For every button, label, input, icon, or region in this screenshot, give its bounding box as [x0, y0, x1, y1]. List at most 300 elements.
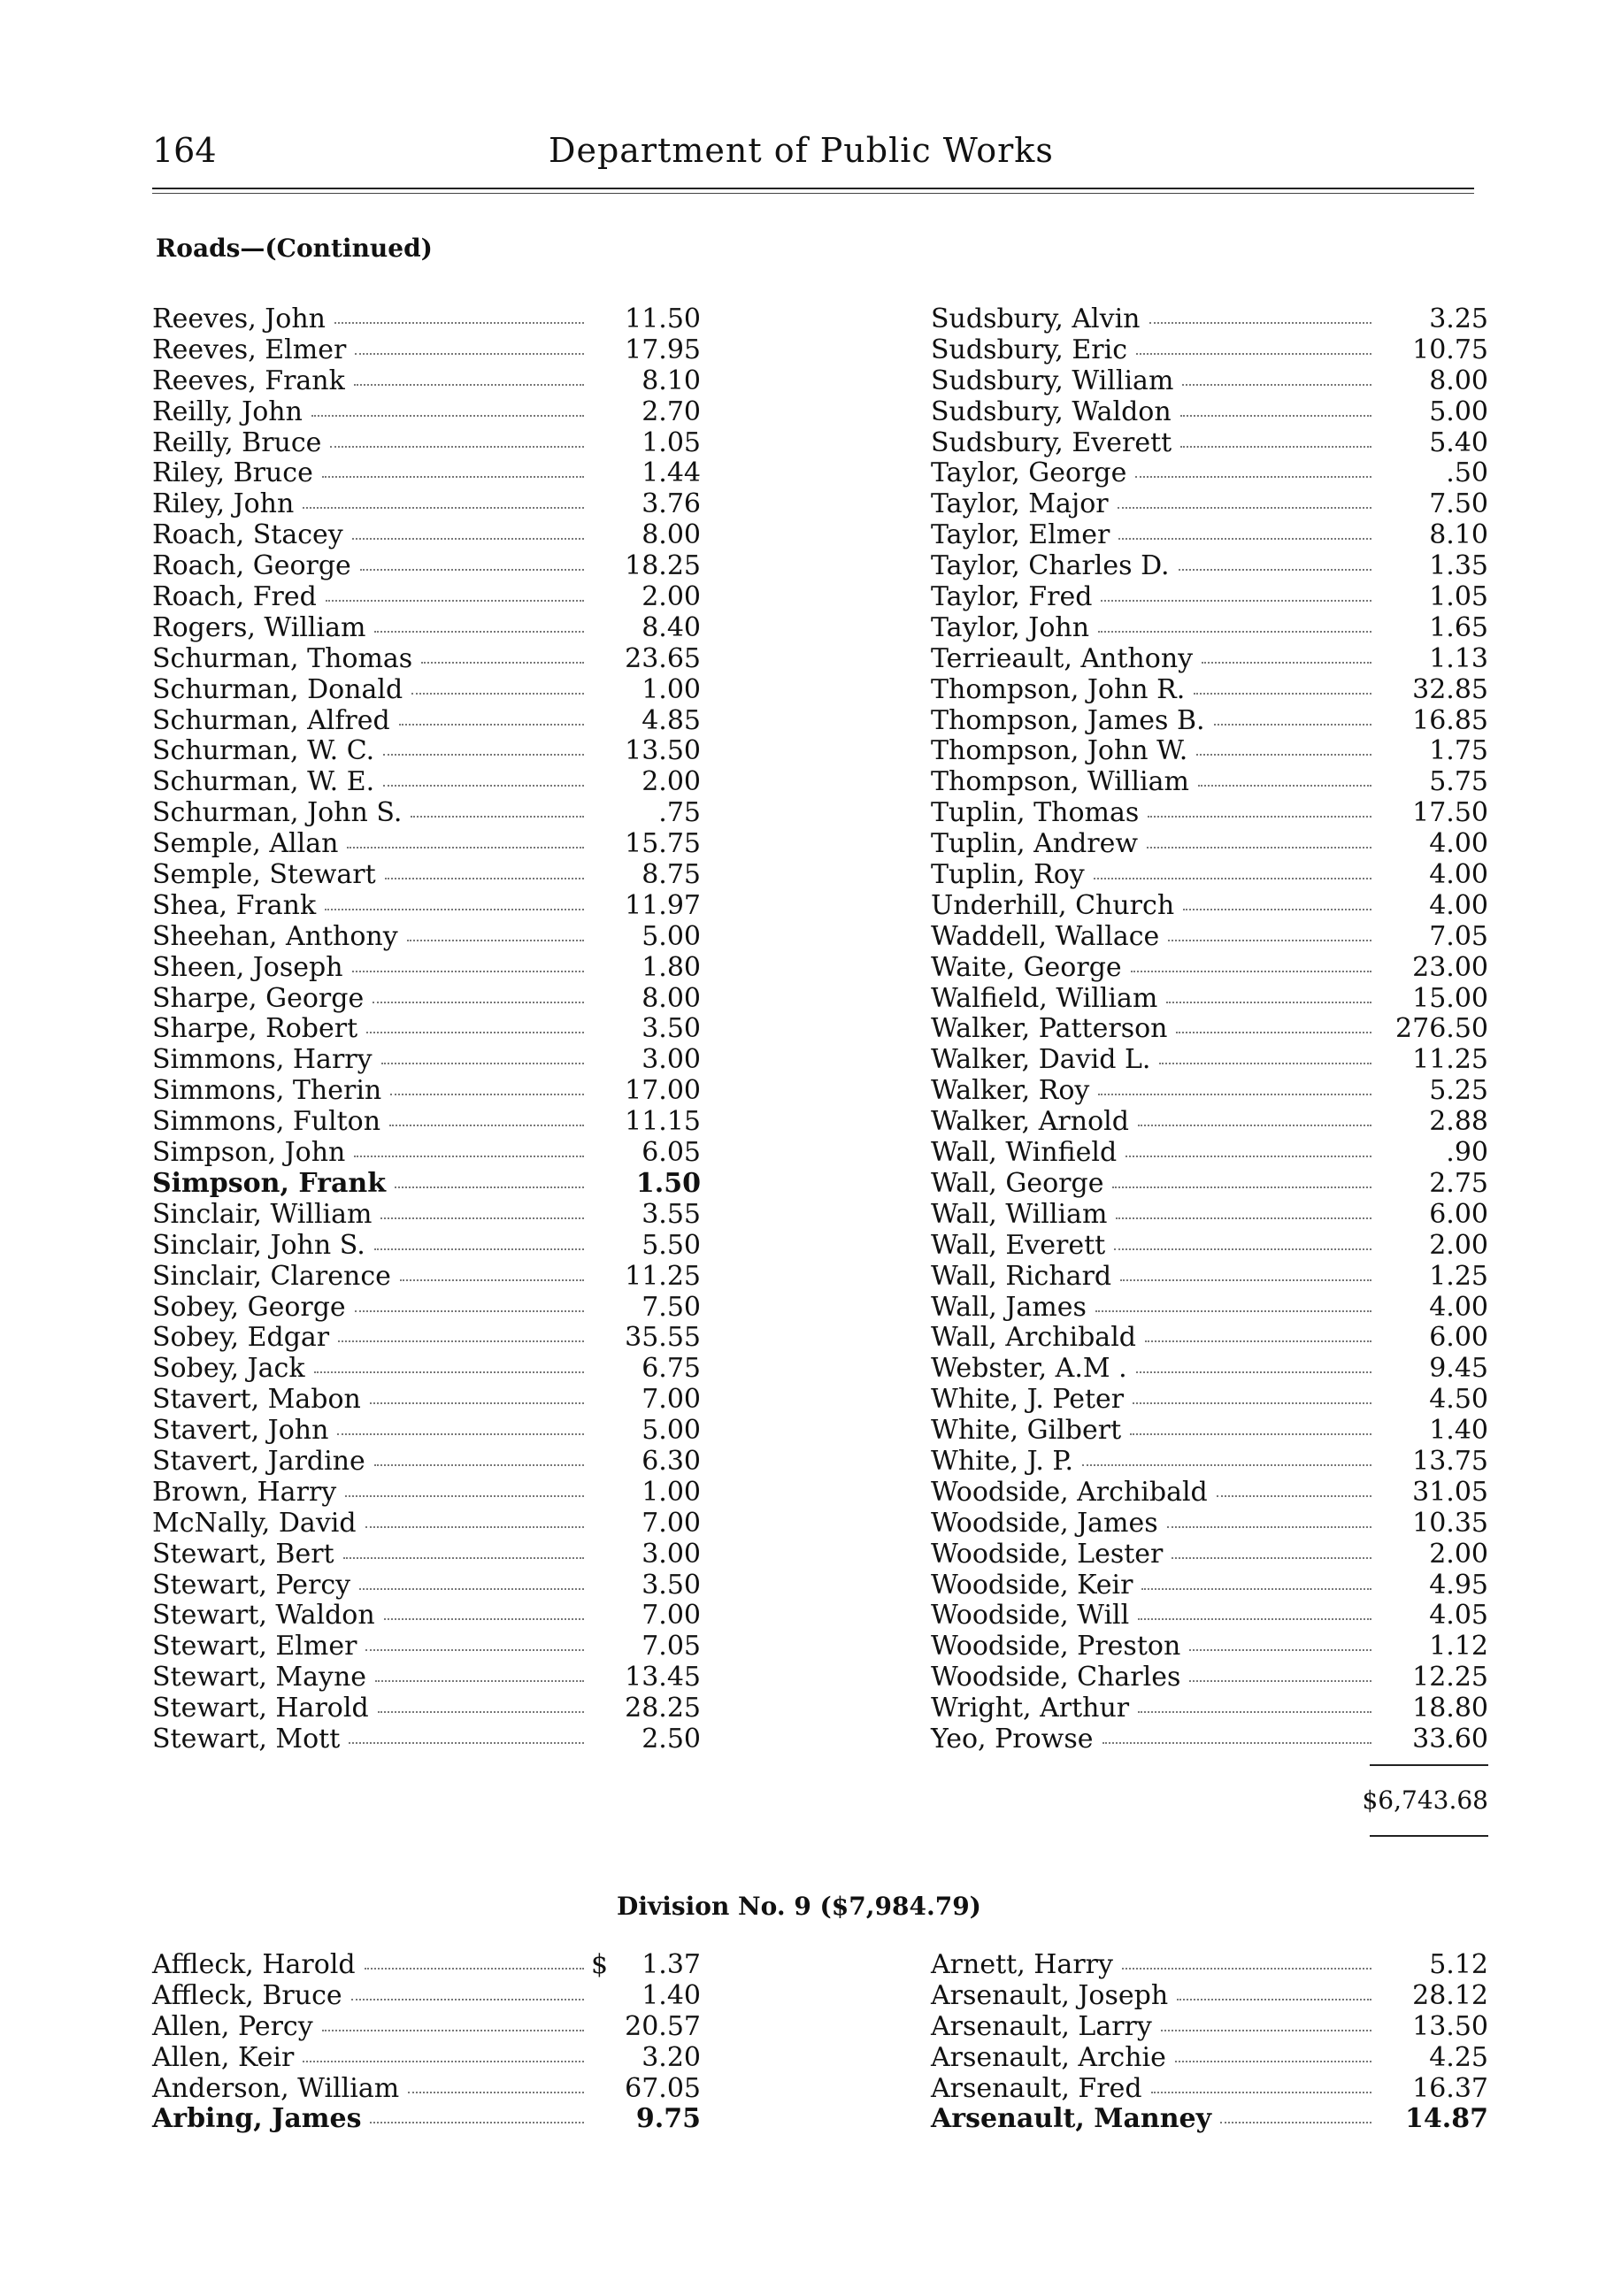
entry-amount: 31.05	[1412, 1476, 1488, 1508]
dot-leader	[370, 1402, 584, 1404]
currency-sign: $	[591, 1949, 609, 1980]
roads-right-column	[931, 304, 1488, 1755]
entry-amount: 1.80	[642, 951, 701, 983]
dot-leader	[1217, 1495, 1371, 1497]
entry-amount: 5.00	[1429, 395, 1488, 427]
entry-name: White, J. Peter	[931, 1384, 1125, 1416]
list-item	[931, 366, 1488, 397]
entry-name: Affleck, Bruce	[152, 1979, 342, 2011]
list-item	[931, 489, 1488, 520]
dot-leader	[352, 538, 584, 540]
entry-amount: 16.85	[1412, 704, 1488, 736]
dot-leader	[354, 1156, 584, 1157]
dot-leader	[374, 1248, 584, 1250]
dot-leader	[1131, 971, 1371, 972]
entry-amount: 8.75	[642, 859, 701, 891]
page-header	[152, 131, 1474, 180]
entry-name: Roach, Fred	[152, 581, 317, 613]
list-item	[931, 1169, 1488, 1200]
entry-amount: 8.10	[642, 365, 701, 396]
page-title: Department of Public Works	[549, 131, 1054, 170]
dot-leader	[352, 971, 584, 972]
entry-name: Reilly, John	[152, 395, 303, 427]
roads-left-column	[152, 304, 701, 1755]
dot-leader	[349, 1742, 584, 1744]
entry-amount: 1.05	[642, 426, 701, 458]
entry-name: Sudsbury, Alvin	[931, 303, 1141, 334]
entry-amount: 15.75	[625, 828, 701, 860]
list-item	[931, 1354, 1488, 1385]
entry-amount: 17.00	[625, 1075, 701, 1107]
list-item	[152, 2074, 701, 2105]
dot-leader	[384, 1618, 584, 1620]
entry-amount: 7.50	[642, 1291, 701, 1323]
dot-leader	[1138, 1711, 1371, 1713]
entry-amount: 4.05	[1429, 1600, 1488, 1632]
list-item	[152, 1981, 701, 2012]
list-item	[152, 2104, 701, 2135]
entry-name: Simmons, Fulton	[152, 1106, 381, 1138]
entry-name: Sobey, Jack	[152, 1353, 305, 1385]
entry-amount: 4.00	[1429, 828, 1488, 860]
entry-amount: 10.35	[1412, 1507, 1488, 1539]
division-title: Division No. 9 ($7,984.79)	[617, 1892, 981, 1921]
entry-amount: 3.00	[642, 1044, 701, 1076]
entry-name: Stewart, Mott	[152, 1723, 341, 1755]
dot-leader	[359, 1588, 584, 1590]
entry-name: Taylor, George	[931, 457, 1127, 489]
entry-name: Sinclair, William	[152, 1198, 373, 1230]
entry-amount: 20.57	[625, 2010, 701, 2042]
entry-name: Brown, Harry	[152, 1476, 337, 1508]
list-item	[152, 1416, 701, 1447]
entry-name: Woodside, Lester	[931, 1538, 1164, 1570]
dot-leader	[322, 2030, 584, 2031]
entry-amount: 1.35	[1429, 550, 1488, 582]
list-item	[931, 706, 1488, 737]
list-item	[931, 1447, 1488, 1478]
dot-leader	[365, 1649, 584, 1651]
entry-name: Schurman, Donald	[152, 673, 403, 705]
list-item	[931, 1107, 1488, 1138]
entry-name: Walker, Patterson	[931, 1013, 1168, 1045]
entry-name: Shea, Frank	[152, 889, 317, 921]
dot-leader	[1182, 384, 1371, 386]
dot-leader	[1148, 816, 1371, 818]
entry-amount: 3.25	[1429, 303, 1488, 334]
list-item	[152, 860, 701, 891]
entry-name: Taylor, Charles D.	[931, 550, 1170, 582]
entry-amount: 11.50	[625, 303, 701, 334]
dot-leader	[303, 507, 584, 509]
entry-amount: 6.00	[1429, 1198, 1488, 1230]
list-item	[931, 1045, 1488, 1076]
dot-leader	[1120, 1279, 1371, 1281]
list-item	[931, 1601, 1488, 1632]
list-item	[152, 1014, 701, 1045]
entry-amount: 11.25	[1412, 1044, 1488, 1076]
list-item	[152, 1662, 701, 1693]
list-item	[931, 1231, 1488, 1262]
list-item	[931, 1632, 1488, 1662]
entry-name: Reeves, Frank	[152, 365, 345, 396]
dot-leader	[1176, 1032, 1371, 1033]
entry-name: Waite, George	[931, 951, 1122, 983]
list-item	[152, 1262, 701, 1293]
entry-name: Stewart, Harold	[152, 1693, 369, 1724]
entry-name: Thompson, William	[931, 766, 1189, 798]
dot-leader	[366, 1032, 584, 1033]
list-item	[931, 736, 1488, 767]
entry-name: Simpson, Frank	[152, 1167, 386, 1199]
list-item	[152, 1540, 701, 1570]
list-item	[931, 1981, 1488, 2012]
entry-amount: 5.00	[642, 1415, 701, 1447]
list-item	[152, 335, 701, 366]
list-item	[931, 767, 1488, 798]
total-rule-bottom	[1370, 1835, 1488, 1837]
entry-amount: 13.75	[1412, 1445, 1488, 1477]
entry-amount: 18.80	[1412, 1693, 1488, 1724]
dot-leader	[1161, 2030, 1371, 2031]
dot-leader	[303, 2061, 584, 2062]
entry-amount: 4.25	[1429, 2041, 1488, 2073]
dot-leader	[337, 1433, 584, 1435]
dot-leader	[1095, 1310, 1371, 1312]
entry-amount: 2.00	[642, 581, 701, 613]
dot-leader	[399, 724, 584, 726]
entry-name: Arbing, James	[152, 2103, 362, 2135]
entry-amount: 32.85	[1412, 673, 1488, 705]
list-item	[931, 551, 1488, 582]
entry-amount: 3.50	[642, 1013, 701, 1045]
list-item	[931, 1416, 1488, 1447]
list-item	[931, 1138, 1488, 1169]
dot-leader	[326, 600, 584, 602]
entry-name: McNally, David	[152, 1507, 357, 1539]
dot-leader	[345, 1495, 584, 1497]
entry-amount: 1.00	[642, 673, 701, 705]
entry-name: Wall, Richard	[931, 1260, 1112, 1292]
dot-leader	[1118, 507, 1371, 509]
dot-leader	[1130, 1433, 1371, 1435]
dot-leader	[1198, 785, 1371, 787]
entry-name: White, Gilbert	[931, 1415, 1122, 1447]
entry-name: Thompson, John R.	[931, 673, 1186, 705]
dot-leader	[1189, 1680, 1371, 1682]
dot-leader	[325, 909, 584, 910]
list-item	[931, 2074, 1488, 2105]
entry-name: Webster, A.M .	[931, 1353, 1127, 1385]
entry-amount: 2.00	[1429, 1538, 1488, 1570]
entry-amount: 1.40	[1429, 1415, 1488, 1447]
entry-amount: 35.55	[625, 1322, 701, 1354]
dot-leader	[1202, 662, 1371, 664]
entry-amount: 14.87	[1405, 2103, 1488, 2135]
list-item	[931, 644, 1488, 675]
dot-leader	[374, 631, 584, 633]
entry-name: Schurman, John S.	[152, 797, 403, 829]
entry-amount: 7.05	[1429, 920, 1488, 952]
entry-amount: 2.00	[642, 766, 701, 798]
entry-name: Yeo, Prowse	[931, 1723, 1094, 1755]
list-item	[931, 1950, 1488, 1981]
entry-name: Riley, John	[152, 488, 295, 520]
entry-name: Sudsbury, Waldon	[931, 395, 1172, 427]
list-item	[931, 582, 1488, 613]
entry-amount: 3.76	[642, 488, 701, 520]
dot-leader	[1094, 878, 1371, 879]
dot-leader	[390, 1094, 584, 1095]
entry-name: Allen, Keir	[152, 2041, 295, 2073]
list-item	[152, 1447, 701, 1478]
entry-amount: 15.00	[1412, 982, 1488, 1014]
entry-name: Sinclair, Clarence	[152, 1260, 391, 1292]
page-number: 164	[152, 131, 217, 170]
entry-amount: 1.37	[642, 1949, 701, 1980]
dot-leader	[1183, 909, 1371, 910]
dot-leader	[1141, 1588, 1371, 1590]
entry-amount: 17.50	[1412, 797, 1488, 829]
entry-name: Rogers, William	[152, 611, 366, 643]
list-item	[931, 1540, 1488, 1570]
entry-name: Schurman, Thomas	[152, 642, 413, 674]
list-item	[931, 675, 1488, 706]
entry-name: Tuplin, Roy	[931, 859, 1085, 891]
list-item	[152, 644, 701, 675]
list-item	[152, 798, 701, 829]
dot-leader	[1166, 1002, 1371, 1003]
entry-name: Wall, George	[931, 1167, 1104, 1199]
entry-name: Arnett, Harry	[931, 1949, 1113, 1980]
list-item	[152, 1632, 701, 1662]
list-item	[931, 1385, 1488, 1416]
list-item	[152, 551, 701, 582]
entry-name: Arsenault, Manney	[931, 2103, 1212, 2135]
dot-leader	[1175, 2061, 1371, 2062]
entry-name: Thompson, James B.	[931, 704, 1205, 736]
entry-name: Anderson, William	[152, 2072, 400, 2104]
list-item	[152, 1478, 701, 1509]
dot-leader	[311, 415, 584, 417]
dot-leader	[1138, 1125, 1371, 1126]
entry-name: Sheehan, Anthony	[152, 920, 398, 952]
entry-amount: .50	[1446, 457, 1488, 489]
list-item	[931, 922, 1488, 953]
entry-name: Taylor, Fred	[931, 581, 1093, 613]
dot-leader	[400, 1279, 584, 1281]
entry-amount: 2.50	[642, 1723, 701, 1755]
entry-name: Sharpe, George	[152, 982, 365, 1014]
entry-amount: 4.50	[1429, 1384, 1488, 1416]
entry-amount: 2.88	[1429, 1106, 1488, 1138]
entry-name: Taylor, John	[931, 611, 1090, 643]
dot-leader	[378, 1711, 584, 1713]
entry-amount: 5.75	[1429, 766, 1488, 798]
dot-leader	[370, 2122, 584, 2123]
list-item	[931, 1509, 1488, 1540]
dot-leader	[314, 1371, 585, 1373]
list-item	[152, 1045, 701, 1076]
entry-amount: 276.50	[1395, 1013, 1488, 1045]
header-rule-thin	[152, 193, 1474, 194]
entry-name: Wall, James	[931, 1291, 1087, 1323]
entry-amount: 11.25	[625, 1260, 701, 1292]
dot-leader	[1220, 2122, 1371, 2123]
roads-total: $6,743.68	[1362, 1785, 1488, 1815]
entry-name: Sudsbury, Everett	[931, 426, 1172, 458]
entry-amount: .75	[658, 797, 701, 829]
entry-amount: 67.05	[625, 2072, 701, 2104]
dot-leader	[334, 322, 584, 324]
dot-leader	[395, 1186, 584, 1188]
list-item	[152, 2012, 701, 2043]
entry-name: Woodside, Preston	[931, 1631, 1181, 1662]
dot-leader	[1114, 1248, 1371, 1250]
entry-amount: 7.00	[642, 1600, 701, 1632]
total-rule-top	[1370, 1764, 1488, 1766]
dot-leader	[355, 1310, 584, 1312]
entry-name: Roach, Stacey	[152, 519, 343, 551]
dot-leader	[411, 816, 584, 818]
list-item	[152, 366, 701, 397]
entry-amount: .90	[1446, 1137, 1488, 1169]
entry-amount: 2.00	[1429, 1229, 1488, 1261]
dot-leader	[1194, 693, 1371, 695]
list-item	[931, 1323, 1488, 1354]
entry-amount: 3.50	[642, 1569, 701, 1601]
entry-name: Arsenault, Archie	[931, 2041, 1166, 2073]
division-left-column	[152, 1950, 701, 2135]
list-item	[152, 520, 701, 551]
entry-amount: 6.00	[1429, 1322, 1488, 1354]
dot-leader	[1126, 1156, 1371, 1157]
dot-leader	[407, 940, 584, 941]
entry-name: Stavert, Mabon	[152, 1384, 361, 1416]
entry-amount: 1.05	[1429, 581, 1488, 613]
dot-leader	[1149, 322, 1372, 324]
dot-leader	[1136, 353, 1371, 355]
dot-leader	[1168, 940, 1371, 941]
list-item	[152, 1693, 701, 1724]
list-item	[152, 922, 701, 953]
dot-leader	[1135, 476, 1371, 478]
dot-leader	[1122, 1968, 1371, 1970]
list-item	[152, 489, 701, 520]
entry-amount: 4.00	[1429, 1291, 1488, 1323]
list-item	[152, 1724, 701, 1755]
dot-leader	[1082, 1464, 1371, 1466]
entry-amount: 23.00	[1412, 951, 1488, 983]
entry-amount: 8.00	[642, 982, 701, 1014]
entry-amount: 7.50	[1429, 488, 1488, 520]
entry-amount: 4.00	[1429, 859, 1488, 891]
list-item	[152, 706, 701, 737]
list-item	[152, 675, 701, 706]
entry-amount: 4.95	[1429, 1569, 1488, 1601]
dot-leader	[1136, 1371, 1371, 1373]
list-item	[152, 2043, 701, 2074]
entry-amount: 1.65	[1429, 611, 1488, 643]
list-item	[931, 1570, 1488, 1601]
entry-amount: 5.50	[642, 1229, 701, 1261]
dot-leader	[1133, 1402, 1371, 1404]
entry-name: Woodside, James	[931, 1507, 1158, 1539]
entry-amount: 18.25	[625, 550, 701, 582]
entry-name: Sinclair, John S.	[152, 1229, 365, 1261]
entry-name: Simmons, Harry	[152, 1044, 373, 1076]
list-item	[152, 829, 701, 860]
dot-leader	[1172, 1557, 1371, 1559]
entry-name: Walker, David L.	[931, 1044, 1151, 1076]
entry-amount: 5.25	[1429, 1075, 1488, 1107]
entry-name: Stavert, John	[152, 1415, 329, 1447]
list-item	[931, 2043, 1488, 2074]
entry-name: Woodside, Charles	[931, 1662, 1181, 1693]
division-right-column	[931, 1950, 1488, 2135]
dot-leader	[1098, 631, 1371, 633]
entry-name: Thompson, John W.	[931, 735, 1188, 767]
entry-name: Arsenault, Fred	[931, 2072, 1142, 2104]
list-item	[931, 1200, 1488, 1231]
dot-leader	[408, 2092, 584, 2093]
entry-amount: 8.10	[1429, 519, 1488, 551]
dot-leader	[338, 1340, 584, 1342]
entry-amount: 9.45	[1429, 1353, 1488, 1385]
entry-name: Roach, George	[152, 550, 351, 582]
entry-amount: 6.05	[642, 1137, 701, 1169]
entry-amount: 6.30	[642, 1445, 701, 1477]
entry-name: Wall, William	[931, 1198, 1108, 1230]
entry-amount: 13.50	[625, 735, 701, 767]
entry-amount: 10.75	[1412, 334, 1488, 365]
entry-name: Stewart, Waldon	[152, 1600, 375, 1632]
list-item	[931, 860, 1488, 891]
entry-amount: 2.75	[1429, 1167, 1488, 1199]
list-item	[931, 798, 1488, 829]
section-title: Roads—(Continued)	[156, 234, 433, 263]
dot-leader	[1151, 2092, 1371, 2093]
entry-amount: 1.25	[1429, 1260, 1488, 1292]
entry-amount: 4.85	[642, 704, 701, 736]
entry-amount: 1.75	[1429, 735, 1488, 767]
entry-name: Stewart, Mayne	[152, 1662, 367, 1693]
entry-amount: 7.00	[642, 1507, 701, 1539]
entry-amount: 1.00	[642, 1476, 701, 1508]
entry-amount: 12.25	[1412, 1662, 1488, 1693]
dot-leader	[1167, 1526, 1371, 1528]
header-rule	[152, 188, 1474, 189]
list-item	[931, 984, 1488, 1015]
entry-name: Reilly, Bruce	[152, 426, 322, 458]
dot-leader	[347, 847, 584, 849]
list-item	[931, 1262, 1488, 1293]
entry-amount: 1.13	[1429, 642, 1488, 674]
dot-leader	[385, 878, 584, 879]
entry-name: Tuplin, Thomas	[931, 797, 1140, 829]
entry-amount: 3.20	[642, 2041, 701, 2073]
list-item	[931, 1014, 1488, 1045]
entry-amount: 7.05	[642, 1631, 701, 1662]
dot-leader	[1179, 569, 1371, 571]
list-item	[152, 1200, 701, 1231]
list-item	[152, 397, 701, 428]
entry-name: Waddell, Wallace	[931, 920, 1160, 952]
dot-leader	[360, 569, 584, 571]
list-item	[152, 1950, 701, 1981]
list-item	[931, 1724, 1488, 1755]
entry-name: Woodside, Will	[931, 1600, 1130, 1632]
